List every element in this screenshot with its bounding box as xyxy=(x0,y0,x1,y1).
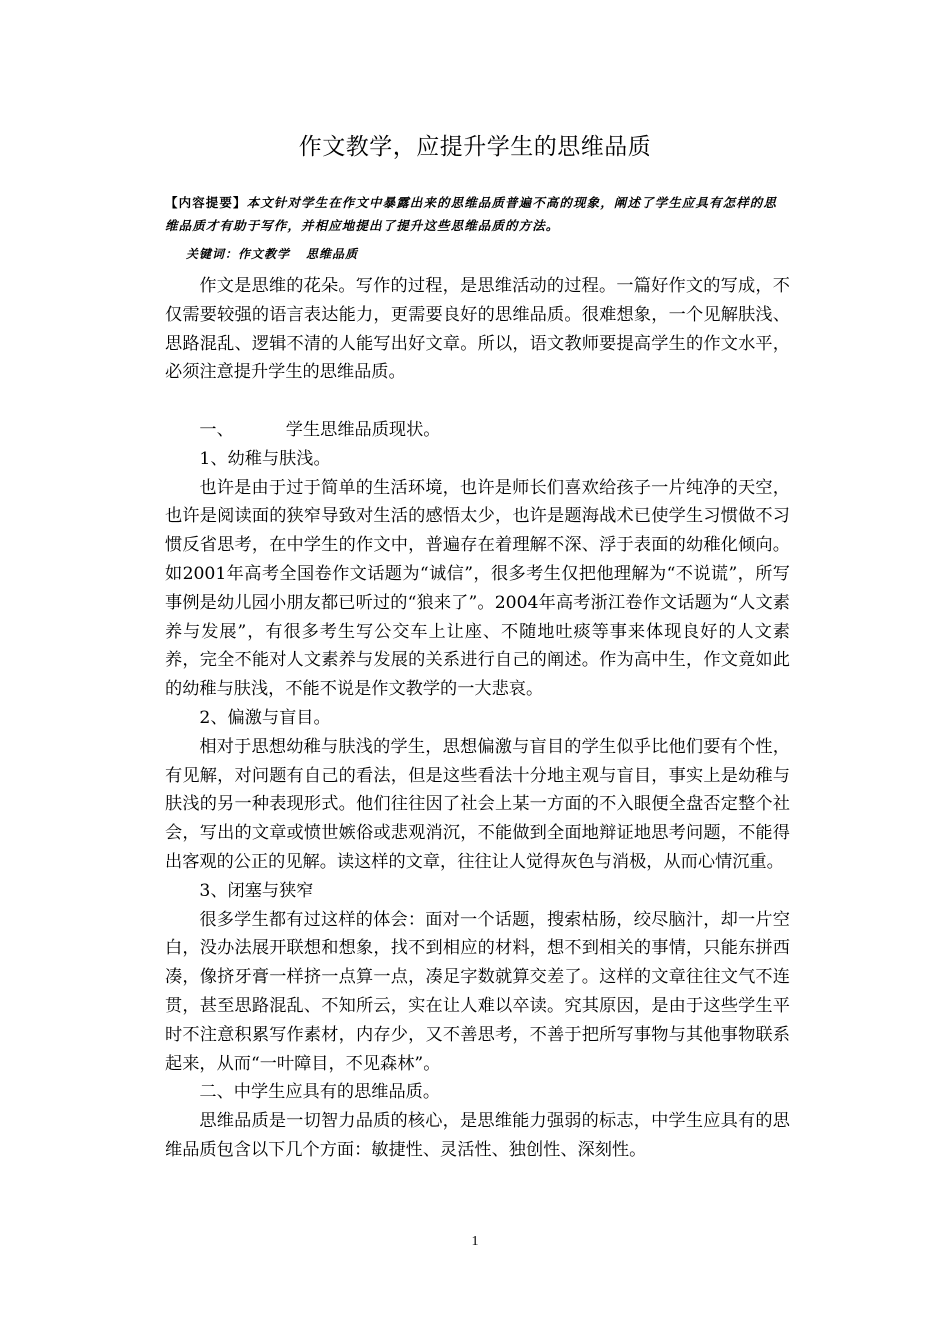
section-heading-1-number: 一、 xyxy=(199,419,234,440)
paragraph-2: 相对于思想幼稚与肤浅的学生，思想偏激与盲目的学生似乎比他们要有个性，有见解，对问题有自己的看法，但是这些看法十分地主观与盲目，事实上是幼稚与肤浅的另一种表现形式。他们往往因了社会上某一方面的不入眼便全盘否定整个社会，写出的文章或愤世嫉俗或悲观消沉，不能做到全面地辩证地思考问题，不能得出客观的公正的见解。读这样的文章，往往让人觉得灰色与消极，从而心情沉重。 xyxy=(165,736,790,872)
subheading-3: 3、闭塞与狭窄 xyxy=(199,880,314,901)
paragraph-1: 也许是由于过于简单的生活环境，也许是师长们喜欢给孩子一片纯净的天空，也许是阅读面的狭窄导致对生活的感悟太少，也许是题海战术已使学生习惯做不习惯反省思考，在中学生的作文中，普遍存在着理解不深、浮于表面的幼稚化倾向。如2001年高考全国卷作文话题为“诚信”，很多考生仅把他理解为“不说谎”，所写事例是幼儿园小朋友都已听过的“狼来了”。2004年高考浙江卷作文话题为“人文素养与发展”，有很多考生写公交车上让座、不随地吐痰等事来体现良好的人文素养，完全不能对人文素养与发展的关系进行自己的阐述。作为高中生，作文竟如此的幼稚与肤浅，不能不说是作文教学的一大悲哀。 xyxy=(165,477,790,700)
keyword-1: 作文教学 xyxy=(238,247,291,261)
subheading-2: 2、偏激与盲目。 xyxy=(199,707,331,728)
section-heading-2: 二、中学生应具有的思维品质。 xyxy=(199,1082,441,1103)
abstract-label: 【内容提要】 xyxy=(165,195,247,210)
section-heading-1-text: 学生思维品质现状。 xyxy=(285,419,441,440)
keywords xyxy=(186,245,358,262)
paragraph-4: 思维品质是一切智力品质的核心，是思维能力强弱的标志，中学生应具有的思维品质包含以下几个方面：敏捷性、灵活性、独创性、深刻性。 xyxy=(165,1111,790,1160)
keyword-2: 思维品质 xyxy=(306,247,359,261)
keywords-label: 关键词： xyxy=(186,247,239,261)
document-title: 作文教学，应提升学生的思维品质 xyxy=(298,134,652,160)
abstract-text: 本文针对学生在作文中暴露出来的思维品质普遍不高的现象，阐述了学生应具有怎样的思维品质才有助于写作，并相应地提出了提升这些思维品质的方法。 xyxy=(165,195,778,233)
body-text xyxy=(165,272,790,1165)
blank-line xyxy=(165,387,790,416)
paragraph-3: 很多学生都有过这样的体会：面对一个话题，搜索枯肠，绞尽脑汁，却一片空白，没办法展开联想和想象，找不到相应的材料，想不到相关的事情，只能东拼西凑，像挤牙膏一样挤一点算一点，凑足字数就算交差了。这样的文章往往文气不连贯，甚至思路混乱、不知所云，实在让人难以卒读。究其原因，是由于这些学生平时不注意积累写作素材，内存少，又不善思考，不善于把所写事物与其他事物联系起来，从而“一叶障目，不见森林”。 xyxy=(165,909,790,1074)
page-number: 1 xyxy=(471,1234,479,1249)
paragraph-intro: 作文是思维的花朵。写作的过程，是思维活动的过程。一篇好作文的写成，不仅需要较强的语言表达能力，更需要良好的思维品质。很难想象，一个见解肤浅、思路混乱、逻辑不清的人能写出好文章。所以，语文教师要提高学生的作文水平，必须注意提升学生的思维品质。 xyxy=(165,276,790,383)
abstract xyxy=(165,191,790,237)
section-heading-1 xyxy=(165,416,790,445)
subheading-1: 1、幼稚与肤浅。 xyxy=(199,448,331,469)
